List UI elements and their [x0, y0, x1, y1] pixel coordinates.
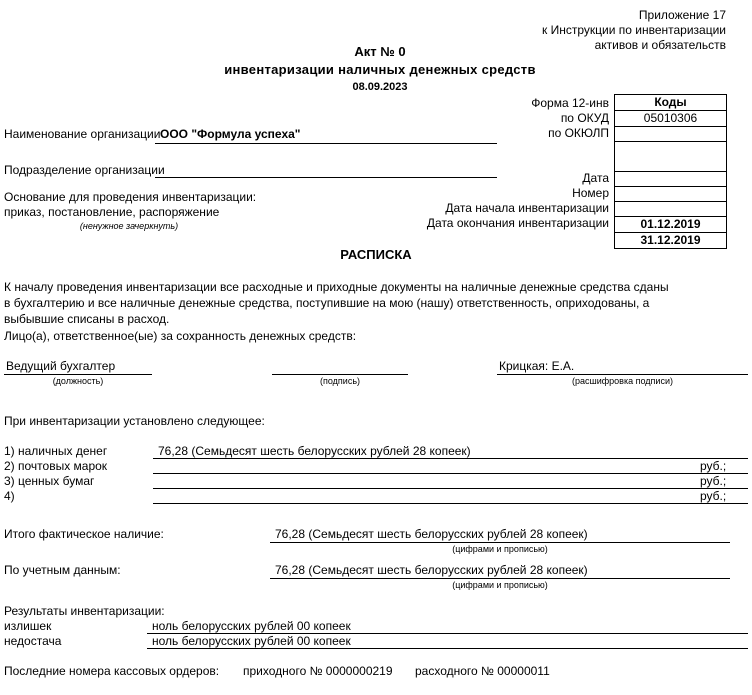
- org-name-value[interactable]: ООО "Формула успеха": [160, 127, 301, 141]
- appendix-instruction-line: к Инструкции по инвентаризации: [542, 23, 726, 37]
- findings-unit-4: руб.;: [700, 489, 727, 503]
- findings-unit-2: руб.;: [700, 459, 727, 473]
- org-division-rule: [155, 177, 497, 178]
- findings-rule-4: [153, 503, 748, 504]
- table-row: [615, 187, 727, 202]
- results-shortage-label: недостача: [4, 634, 62, 648]
- document-act-number: Акт № 0: [354, 44, 406, 59]
- codes-end-date-value[interactable]: 31.12.2019: [615, 233, 727, 249]
- findings-rule-1: [153, 458, 748, 459]
- codes-okud-value[interactable]: 05010306: [615, 111, 727, 127]
- codes-label-okulp: по ОКЮЛП: [548, 126, 609, 140]
- signature-sign-caption: (подпись): [319, 376, 361, 386]
- codes-blank-value-2[interactable]: [615, 172, 727, 187]
- results-heading: Результаты инвентаризации:: [4, 604, 165, 618]
- findings-label-4: 4): [4, 489, 15, 503]
- receipt-line-4: Лицо(а), ответственное(ые) за сохранность денежных средств:: [4, 329, 357, 343]
- signature-sign-rule: [272, 374, 408, 375]
- findings-rule-3: [153, 488, 748, 489]
- codes-label-end-date: Дата окончания инвентаризации: [426, 216, 609, 230]
- basis-label: Основание для проведения инвентаризации:: [4, 190, 257, 204]
- results-shortage-value[interactable]: ноль белорусских рублей 00 копеек: [152, 634, 351, 648]
- document-title: инвентаризации наличных денежных средств: [224, 62, 536, 77]
- codes-label-form: Форма 12-инв: [531, 96, 609, 110]
- receipt-line-3: выбывшие списаны в расход.: [4, 312, 170, 326]
- codes-blank-value[interactable]: [615, 142, 727, 172]
- table-row: [615, 127, 727, 142]
- totals-actual-rule: [270, 542, 730, 543]
- totals-actual-caption: (цифрами и прописью): [452, 544, 548, 554]
- findings-label-3: 3) ценных бумаг: [4, 474, 95, 488]
- signature-name-caption: (расшифровка подписи): [572, 376, 673, 386]
- codes-number-value[interactable]: [615, 202, 727, 217]
- results-surplus-label: излишек: [4, 619, 52, 633]
- codes-header-cell: Коды: [615, 95, 727, 111]
- orders-outgoing[interactable]: расходного № 00000011: [415, 664, 550, 678]
- codes-okulp-value[interactable]: [615, 127, 727, 142]
- findings-unit-3: руб.;: [700, 474, 727, 488]
- codes-label-date: Дата: [582, 171, 609, 185]
- codes-start-date-value[interactable]: 01.12.2019: [615, 217, 727, 233]
- findings-label-2: 2) почтовых марок: [4, 459, 108, 473]
- totals-actual-label: Итого фактическое наличие:: [4, 527, 164, 541]
- results-shortage-rule: [147, 648, 748, 649]
- table-row: [615, 95, 727, 111]
- orders-incoming[interactable]: приходного № 0000000219: [243, 664, 393, 678]
- table-row: [615, 142, 727, 172]
- totals-book-value[interactable]: 76,28 (Семьдесят шесть белорусских рублей 28 копеек): [275, 563, 588, 577]
- codes-label-okud: по ОКУД: [560, 111, 609, 125]
- codes-table: [614, 94, 727, 249]
- org-division-label: Подразделение организации: [4, 163, 165, 177]
- table-row: [615, 111, 727, 127]
- basis-note: (ненужное зачеркнуть): [79, 221, 179, 231]
- appendix-number: Приложение 17: [638, 8, 726, 22]
- totals-book-rule: [270, 578, 730, 579]
- signature-position-caption: (должность): [52, 376, 104, 386]
- appendix-assets-line: активов и обязательств: [594, 38, 726, 52]
- org-name-rule: [155, 143, 497, 144]
- org-name-label: Наименование организации: [4, 127, 161, 141]
- table-row: [615, 202, 727, 217]
- basis-options[interactable]: приказ, постановление, распоряжение: [4, 205, 220, 219]
- receipt-line-2: в бухгалтерию и все наличные денежные средства, поступившие на мою (нашу) ответственность, оприходованы, а: [4, 296, 650, 310]
- signature-position-rule: [4, 374, 152, 375]
- findings-label-1: 1) наличных денег: [4, 444, 108, 458]
- totals-book-caption: (цифрами и прописью): [452, 580, 548, 590]
- receipt-paragraph: [4, 279, 748, 344]
- orders-prefix: Последние номера кассовых ордеров:: [4, 664, 220, 678]
- signature-name-value[interactable]: Крицкая: Е.А.: [499, 359, 575, 373]
- receipt-line-1: К началу проведения инвентаризации все расходные и приходные документы на наличные денежные средства сданы: [4, 280, 669, 294]
- table-row: [615, 217, 727, 233]
- findings-rule-2: [153, 473, 748, 474]
- findings-intro: При инвентаризации установлено следующее:: [4, 414, 265, 428]
- codes-date-value[interactable]: [615, 187, 727, 202]
- codes-label-number: Номер: [572, 186, 609, 200]
- signature-position-value[interactable]: Ведущий бухгалтер: [6, 359, 116, 373]
- findings-value-1[interactable]: 76,28 (Семьдесят шесть белорусских рублей 28 копеек): [158, 444, 471, 458]
- results-surplus-value[interactable]: ноль белорусских рублей 00 копеек: [152, 619, 351, 633]
- totals-book-label: По учетным данным:: [4, 563, 121, 577]
- receipt-heading: РАСПИСКА: [340, 247, 412, 262]
- signature-name-rule: [497, 374, 748, 375]
- table-row: [615, 172, 727, 187]
- totals-actual-value[interactable]: 76,28 (Семьдесят шесть белорусских рублей 28 копеек): [275, 527, 588, 541]
- codes-label-start-date: Дата начала инвентаризации: [445, 201, 609, 215]
- document-date: 08.09.2023: [352, 81, 408, 93]
